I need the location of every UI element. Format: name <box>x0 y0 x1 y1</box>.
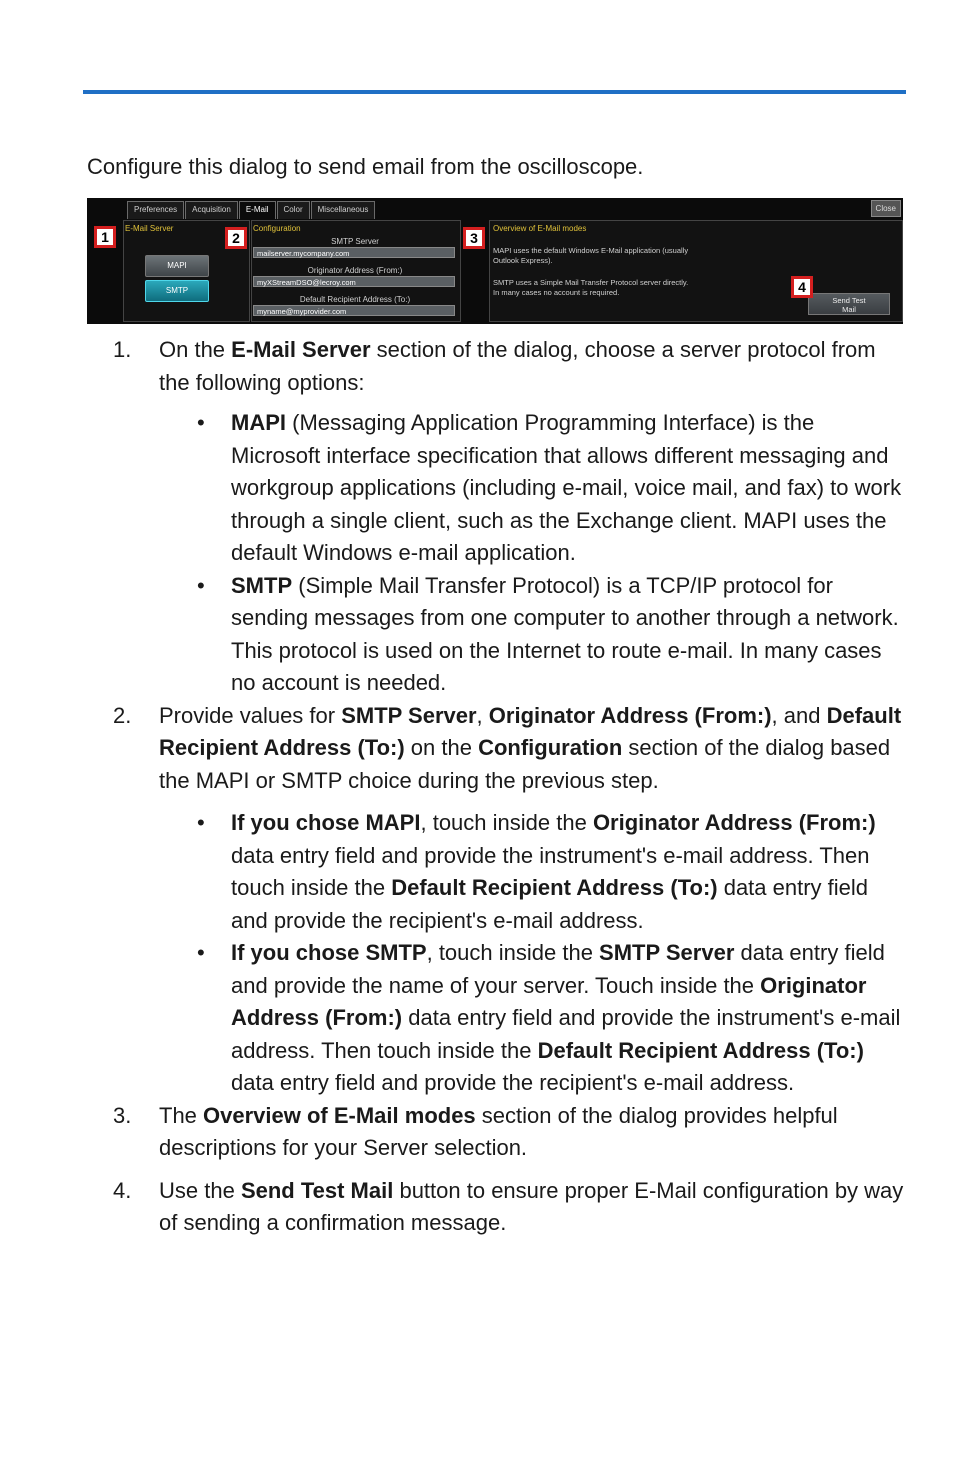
instruction-steps <box>0 334 954 1240</box>
step-text: The <box>159 1102 204 1128</box>
bullet-bold: If you chose MAPI <box>231 810 421 835</box>
send-test-label-line1: Send Test <box>832 296 866 305</box>
tab-color[interactable]: Color <box>277 201 310 219</box>
list-item <box>159 937 909 1100</box>
bullet-text: data entry field and provide the recipient's e-mail address. <box>231 875 869 933</box>
smtp-button[interactable]: SMTP <box>145 280 209 302</box>
tab-email[interactable]: E-Mail <box>239 201 276 219</box>
step-text: On the <box>159 337 232 362</box>
bullet-text: , touch inside the <box>426 940 600 965</box>
originator-address-label: Originator Address (From:) <box>307 266 403 275</box>
step-2 <box>0 700 909 1100</box>
smtp-server-field[interactable]: mailserver.mycompany.com <box>253 247 455 258</box>
bullet-bold: Default Recipient Address (To:) <box>391 875 718 900</box>
step-number: 4. <box>113 1177 132 1203</box>
step-number: 3. <box>113 1102 132 1128</box>
step-text: section of the dialog provides helpful descriptions for your Server selection. <box>159 1102 838 1160</box>
bullet-icon: • <box>197 810 205 835</box>
step-number: 2. <box>113 702 132 728</box>
bullet-bold: Originator Address (From:) <box>592 810 876 835</box>
step-bold: Configuration <box>478 735 623 760</box>
bullet-text: (Messaging Application Programming Interface) is the Microsoft interface specification that allows different messaging and workgroup applications (including e-mail, voice mail, and fax) to work through a single client, such as the Exchange client. MAPI uses the default Windows e-mail application. <box>231 410 902 565</box>
step-text: Use the <box>159 1177 241 1203</box>
bullet-text: , touch inside the <box>420 810 593 835</box>
overview-smtp-text: SMTP uses a Simple Mail Transfer Protocol server directly. In many cases no account is required. <box>493 278 689 297</box>
configuration-title: Configuration <box>253 224 301 233</box>
callout-4: 4 <box>791 276 813 298</box>
list-item <box>159 407 909 570</box>
tab-acquisition[interactable]: Acquisition <box>185 201 238 219</box>
callout-3: 3 <box>463 227 485 249</box>
step-3 <box>0 1100 909 1165</box>
bullet-bold: SMTP <box>231 572 293 598</box>
bullet-text: data entry field and provide the instrument's e-mail address. Then touch inside the <box>231 1005 901 1063</box>
recipient-address-label: Default Recipient Address (To:) <box>299 295 411 304</box>
overview-mapi-text: MAPI uses the default Windows E-Mail application (usually Outlook Express). <box>493 246 689 265</box>
intro-text: Configure this dialog to send email from the oscilloscope. <box>87 154 644 179</box>
step-bold: E-Mail Server <box>231 337 371 362</box>
bullet-icon: • <box>197 940 205 965</box>
bullet-bold: Originator Address (From:) <box>231 972 867 1030</box>
step-text: , and <box>771 702 827 728</box>
smtp-server-label: SMTP Server <box>331 237 379 246</box>
bullet-text: data entry field and provide the instrument's e-mail address. Then touch inside the <box>231 842 870 900</box>
callout-2: 2 <box>225 227 247 249</box>
send-test-label-line2: Mail <box>842 305 856 314</box>
step-bold: Originator Address (From:) <box>488 702 772 728</box>
recipient-address-field[interactable]: myname@myprovider.com <box>253 305 455 316</box>
header-rule <box>83 90 906 94</box>
send-test-mail-button[interactable] <box>808 293 890 315</box>
step-bold: Send Test Mail <box>240 1177 394 1203</box>
step-text: button to ensure proper E-Mail configuration by way of sending a confirmation message. <box>159 1177 904 1235</box>
step-text: , <box>476 702 489 728</box>
step-text: Provide values for <box>159 702 342 728</box>
bullet-bold: Default Recipient Address (To:) <box>537 1037 864 1063</box>
list-item <box>159 807 909 937</box>
bullet-text: data entry field and provide the name of your server. Touch inside the <box>231 940 885 998</box>
email-dialog-screenshot <box>87 198 903 324</box>
choice-instructions <box>159 807 909 1100</box>
originator-address-field[interactable]: myXStreamDSO@lecroy.com <box>253 276 455 287</box>
callout-1: 1 <box>94 226 116 248</box>
bullet-text: (Simple Mail Transfer Protocol) is a TCP/IP protocol for sending messages from one computer to another through a network. This protocol is used on the Internet to route e-mail. In many cases no account is needed. <box>231 572 899 695</box>
bullet-bold: SMTP Server <box>599 940 735 965</box>
bullet-bold: If you chose SMTP <box>231 940 427 965</box>
step-4 <box>0 1175 909 1240</box>
step-bold: Overview of E-Mail modes <box>203 1102 476 1128</box>
bullet-icon: • <box>197 572 205 598</box>
bullet-bold: MAPI <box>231 410 286 435</box>
list-item <box>159 570 909 700</box>
step-number: 1. <box>113 337 132 362</box>
mapi-button[interactable]: MAPI <box>145 255 209 277</box>
protocol-options <box>159 407 909 700</box>
overview-title: Overview of E-Mail modes <box>493 224 587 233</box>
dialog-tabs <box>127 201 376 218</box>
step-text: section of the dialog, choose a server protocol from the following options: <box>159 337 876 395</box>
bullet-text: data entry field and provide the recipient's e-mail address. <box>231 1070 795 1095</box>
close-button[interactable]: Close <box>871 200 901 217</box>
email-server-title: E-Mail Server <box>125 224 174 233</box>
step-bold: SMTP Server <box>341 702 477 728</box>
tab-preferences[interactable]: Preferences <box>127 201 184 219</box>
step-bold: Default Recipient Address (To:) <box>159 702 902 760</box>
tab-miscellaneous[interactable]: Miscellaneous <box>311 201 376 219</box>
step-text: on the <box>404 735 479 760</box>
step-text: section of the dialog based the MAPI or SMTP choice during the previous step. <box>159 735 891 793</box>
bullet-icon: • <box>197 410 205 435</box>
step-1 <box>0 334 909 700</box>
